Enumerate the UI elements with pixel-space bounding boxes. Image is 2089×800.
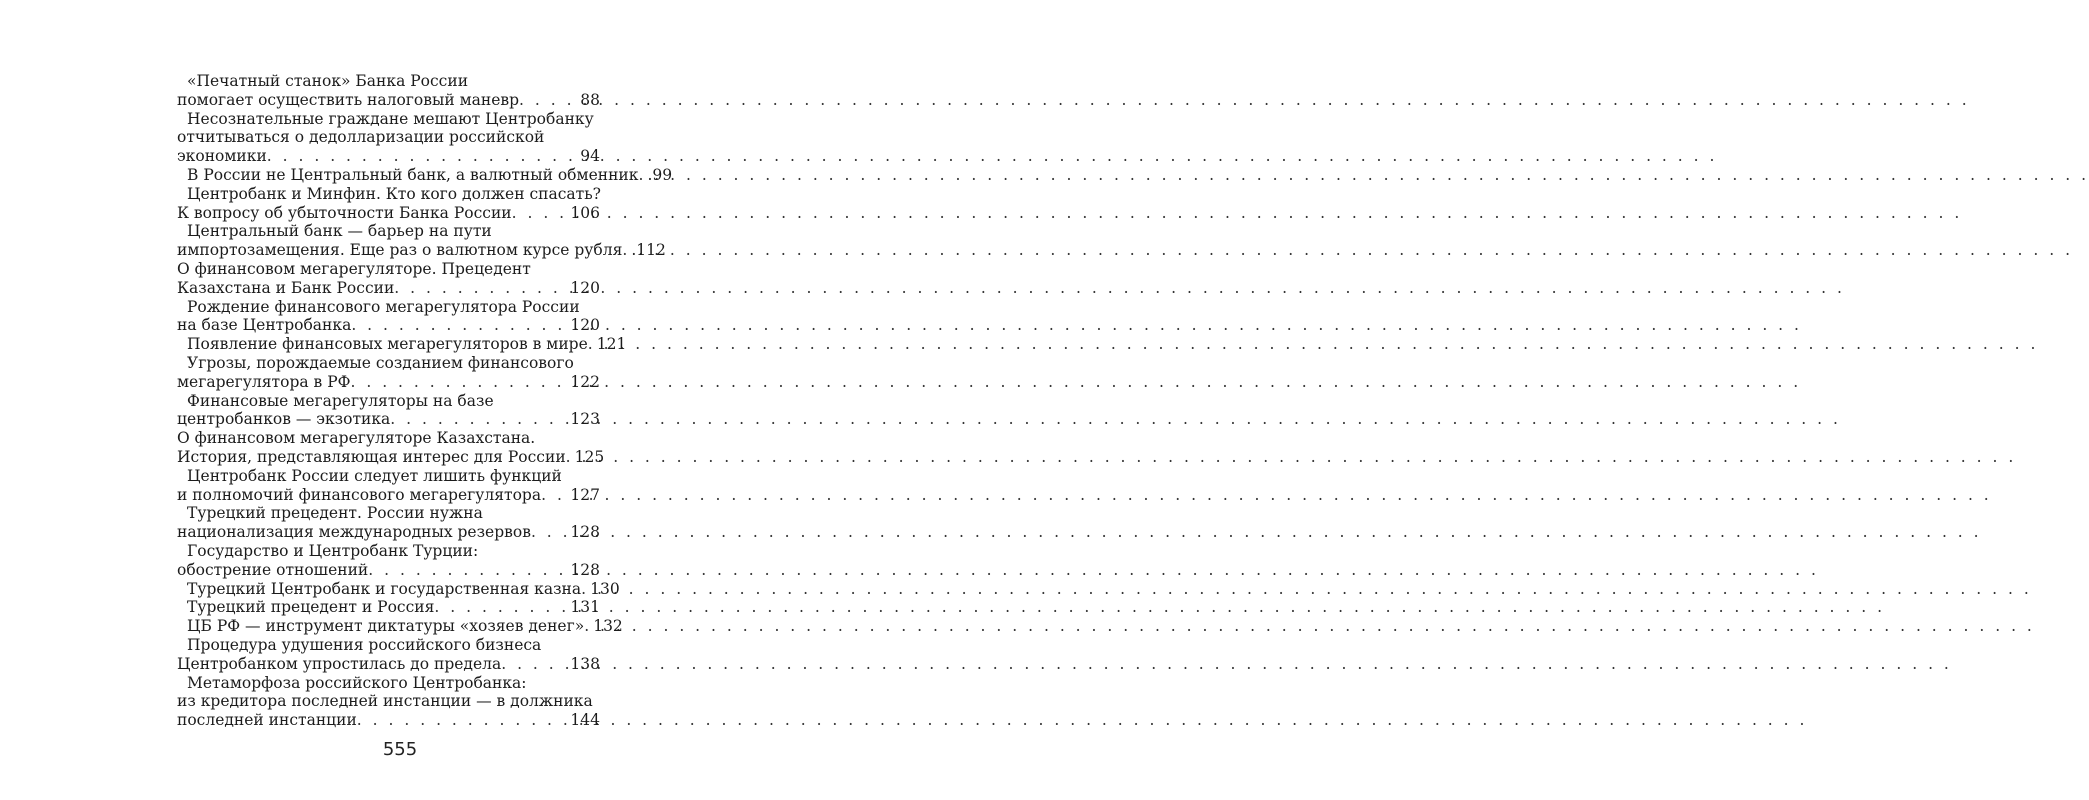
toc-entry-page: 120: [570, 278, 600, 297]
dot-leader: [519, 91, 573, 110]
toc-entry-line: [177, 598, 600, 617]
toc-entry: [177, 222, 666, 260]
toc-entry-page: 88: [580, 90, 600, 109]
toc-entry-title: Финансовые мегарегуляторы на базе: [187, 391, 494, 410]
toc-entry-line: [177, 486, 600, 505]
dot-leader: [434, 598, 567, 617]
dot-leader: [267, 147, 573, 166]
toc-entry: [177, 467, 600, 505]
toc-entry: [177, 260, 600, 298]
toc-entry: [177, 504, 600, 542]
toc-entry-line: [177, 504, 600, 523]
toc-entry-line: [177, 260, 600, 279]
toc-entry-line: [177, 91, 600, 110]
toc-entry-page: 128: [570, 523, 600, 542]
toc-entry-page: .112: [631, 241, 666, 260]
dot-leader: [368, 561, 567, 580]
dot-leader: [390, 410, 567, 429]
toc-entry-title: Центробанк России следует лишить функций: [187, 466, 562, 485]
toc-entry: [177, 335, 627, 354]
toc-entry-title: экономики: [177, 147, 267, 166]
toc-entry-line: [177, 204, 600, 223]
toc-entry-title: Процедура удушения российского бизнеса: [187, 635, 542, 654]
toc-entry-line: [177, 429, 600, 448]
dot-leader: [501, 655, 567, 674]
toc-entry-line: [177, 561, 600, 580]
dot-leader: [512, 204, 568, 223]
toc-entry-title: Турецкий прецедент и Россия: [187, 598, 435, 617]
toc-entry-title: К вопросу об убыточности Банка России: [177, 203, 512, 222]
toc-entry-title: Рождение финансового мегарегулятора России: [187, 297, 580, 316]
toc-entry-line: [177, 542, 600, 561]
toc-entry-title: на базе Центробанка: [177, 316, 352, 335]
toc-entry-line: [177, 110, 600, 129]
toc-entry-line: [177, 354, 600, 373]
toc-entry-line: [177, 222, 600, 241]
toc-entry-page: 123: [570, 410, 600, 429]
toc-entry-title: помогает осуществить налоговый маневр: [177, 90, 520, 109]
toc-entry: [177, 429, 605, 467]
toc-entry-title: Турецкий Центробанк и государственная казна: [187, 579, 582, 598]
toc-entry-page: 128: [570, 560, 600, 579]
toc-entry-title: Турецкий прецедент. России нужна: [187, 504, 483, 523]
dot-leader: [394, 279, 567, 298]
toc-entry-page: 121: [596, 335, 627, 354]
toc-entry-line: [177, 467, 600, 486]
toc-entry-title: В России не Центральный банк, а валютный обменник: [187, 165, 639, 184]
toc-entry-title: Центробанк и Минфин. Кто кого должен спасать?: [187, 184, 601, 203]
toc-entry-line: [177, 579, 620, 599]
toc-entry-page: 125: [574, 447, 605, 466]
toc-entry-line: [177, 335, 627, 354]
toc-entry-line: [177, 410, 600, 429]
toc-entry-line: [177, 674, 600, 693]
toc-entry: [177, 579, 620, 599]
toc-entry-title: История, представляющая интерес для России: [177, 447, 566, 466]
toc-entry-title: последней инстанции: [177, 711, 357, 730]
toc-entry-title: Появление финансовых мегарегуляторов в мире: [187, 335, 588, 354]
toc-entry: [177, 636, 600, 674]
toc-entry: [177, 674, 600, 730]
toc-entry-page: 120: [570, 316, 600, 335]
dot-leader: [531, 523, 567, 542]
toc-entry-page: 130: [590, 579, 620, 598]
table-of-contents: [177, 72, 673, 730]
toc-entry-page: 131: [570, 598, 600, 617]
toc-entry-title: Государство и Центробанк Турции:: [187, 541, 479, 560]
toc-entry-title: «Печатный станок» Банка России: [187, 72, 469, 90]
toc-entry-title: Угрозы, порождаемые созданием финансового: [187, 353, 574, 372]
toc-entry: [177, 165, 673, 185]
toc-entry-line: [177, 692, 600, 711]
toc-entry-title: и полномочий финансового мегарегулятора: [177, 485, 542, 504]
toc-entry-line: [177, 447, 605, 467]
toc-entry-title: Казахстана и Банк России: [177, 278, 395, 297]
toc-entry-line: [177, 128, 600, 147]
toc-entry-line: [177, 72, 600, 91]
toc-entry-page: .99: [647, 165, 673, 184]
toc-entry-title: Несознательные граждане мешают Центробанку: [187, 109, 594, 128]
toc-entry-page: 144: [570, 711, 600, 730]
dot-leader: [541, 486, 567, 505]
toc-entry-page: 122: [570, 372, 600, 391]
dot-leader: [351, 316, 567, 335]
toc-entry-page: 138: [570, 654, 600, 673]
dot-leader: [351, 373, 568, 392]
toc-entry-page: 106: [570, 203, 600, 222]
dot-leader: [357, 711, 568, 730]
toc-entry: [177, 617, 623, 636]
toc-entry-line: [177, 241, 666, 260]
toc-entry: [177, 110, 600, 166]
toc-entry-title: Центробанком упростилась до предела: [177, 654, 502, 673]
toc-entry: [177, 542, 600, 580]
toc-entry-page: 127: [570, 485, 600, 504]
toc-entry-line: [177, 392, 600, 411]
toc-entry: [177, 72, 600, 110]
toc-entry-title: ЦБ РФ — инструмент диктатуры «хозяев денег»: [187, 617, 585, 636]
toc-entry: [177, 354, 600, 392]
toc-entry: [177, 598, 600, 617]
toc-entry-title: отчитываться о дедолларизации российской: [177, 128, 545, 147]
toc-entry-line: [177, 711, 600, 730]
toc-entry-line: [177, 523, 600, 542]
toc-entry-line: [177, 617, 623, 636]
toc-entry-title: из кредитора последней инстанции — в должника: [177, 692, 593, 711]
toc-entry-line: [177, 298, 600, 317]
toc-entry: [177, 185, 600, 223]
toc-entry-line: [177, 655, 600, 674]
toc-entry-title: обострение отношений: [177, 560, 369, 579]
toc-entry-line: [177, 165, 673, 185]
toc-entry-page: 94: [580, 147, 600, 166]
toc-entry-title: Метаморфоза российского Центробанка:: [187, 673, 527, 692]
toc-entry-line: [177, 279, 600, 298]
book-page: [0, 0, 800, 800]
toc-entry-title: О финансовом мегарегуляторе Казахстана.: [177, 429, 536, 448]
toc-entry-line: [177, 316, 600, 335]
toc-entry-title: Центральный банк — барьер на пути: [187, 222, 492, 241]
toc-entry-page: 132: [593, 617, 623, 636]
toc-entry-title: импортозамещения. Еще раз о валютном курсе рубля: [177, 241, 623, 260]
toc-entry-line: [177, 636, 600, 655]
toc-entry-title: национализация международных резервов: [177, 523, 531, 542]
toc-entry-title: О финансовом мегарегуляторе. Прецедент: [177, 259, 531, 278]
toc-entry-title: мегарегулятора в РФ: [177, 372, 351, 391]
toc-entry-line: [177, 147, 600, 166]
toc-entry: [177, 298, 600, 336]
toc-entry-title: центробанков — экзотика: [177, 410, 391, 429]
page-number: 555: [382, 739, 418, 760]
toc-entry-line: [177, 373, 600, 392]
toc-entry-line: [177, 185, 600, 204]
toc-entry: [177, 392, 600, 430]
